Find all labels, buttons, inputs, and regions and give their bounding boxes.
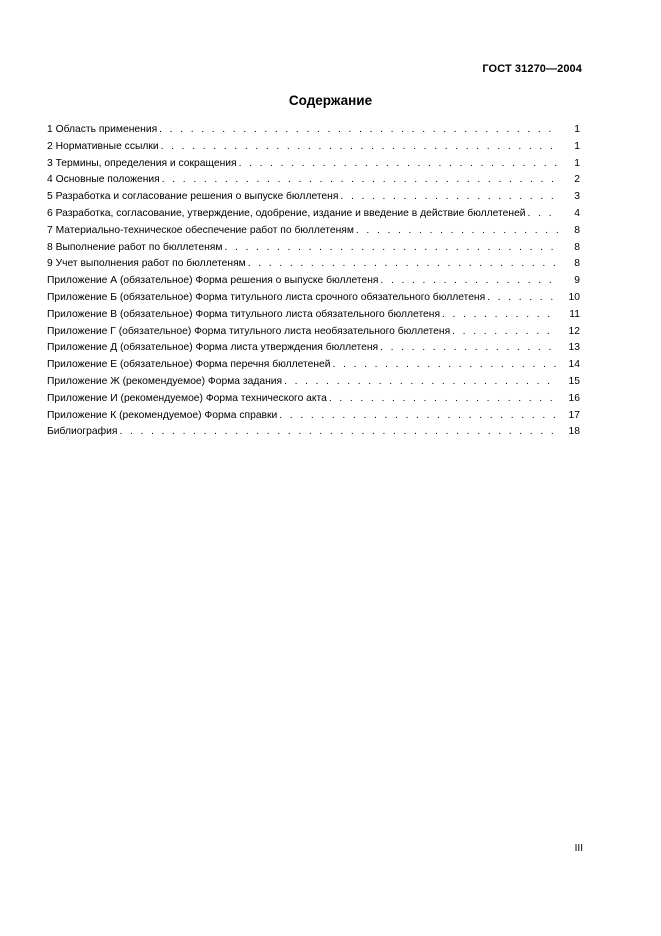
toc-entry xyxy=(47,340,580,357)
toc-leader-dots xyxy=(248,256,558,273)
toc-leader-dots xyxy=(159,122,558,139)
toc-entry xyxy=(47,206,580,223)
toc-entry-page: 4 xyxy=(574,207,580,219)
toc-leader-dots xyxy=(162,172,558,189)
toc-entry-label: 5 Разработка и согласование решения о выпуске бюллетеня xyxy=(47,191,339,203)
toc-entry xyxy=(47,256,580,273)
toc-entry-page: 16 xyxy=(568,392,580,404)
toc-entry xyxy=(47,374,580,391)
toc-leader-dots xyxy=(279,408,558,425)
toc-entry xyxy=(47,139,580,156)
toc-entry xyxy=(47,122,580,139)
toc-entry-page: 1 xyxy=(574,157,580,169)
toc-entry-page: 14 xyxy=(568,359,580,371)
toc-leader-dots xyxy=(528,206,558,223)
toc-entry xyxy=(47,391,580,408)
toc-entry-page: 17 xyxy=(568,409,580,421)
toc-entry-label: 7 Материально-техническое обеспечение работ по бюллетеням xyxy=(47,224,354,236)
toc-entry xyxy=(47,240,580,257)
toc-entry xyxy=(47,189,580,206)
toc-entry xyxy=(47,290,580,307)
toc-leader-dots xyxy=(329,391,558,408)
toc-entry-page: 13 xyxy=(568,342,580,354)
toc-entry-label: 6 Разработка, согласование, утверждение, одобрение, издание и введение в действие бюллетеней xyxy=(47,207,526,219)
toc-entry-label: Приложение В (обязательное) Форма титульного листа обязательного бюллетеня xyxy=(47,308,441,320)
toc-entry xyxy=(47,307,580,324)
toc-leader-dots xyxy=(452,324,558,341)
toc-entry-page: 9 xyxy=(574,275,580,287)
toc-leader-dots xyxy=(119,424,558,441)
toc-entry xyxy=(47,357,580,374)
toc-entry-page: 8 xyxy=(574,224,580,236)
toc-entry-label: Приложение Г (обязательное) Форма титульного листа необязательного бюллетеня xyxy=(47,325,451,337)
toc-leader-dots xyxy=(333,357,558,374)
toc-entry-page: 1 xyxy=(574,124,580,135)
toc-leader-dots xyxy=(224,240,558,257)
toc-entry-page: 15 xyxy=(568,375,580,387)
toc-entry-page: 18 xyxy=(568,426,580,438)
toc-leader-dots xyxy=(380,273,558,290)
toc-leader-dots xyxy=(442,307,558,324)
toc-entry xyxy=(47,223,580,240)
toc-entry-label: 9 Учет выполнения работ по бюллетеням xyxy=(47,258,246,270)
toc-entry-label: 8 Выполнение работ по бюллетеням xyxy=(47,241,223,253)
toc-entry-page: 8 xyxy=(574,258,580,270)
toc-title: Содержание xyxy=(288,93,373,108)
standard-code: ГОСТ 31270—2004 xyxy=(482,63,582,75)
toc-entry-page: 10 xyxy=(568,291,580,303)
toc-entry-label: Приложение Б (обязательное) Форма титульного листа срочного обязательного бюллетеня xyxy=(47,291,486,303)
toc-entry-label: Приложение К (рекомендуемое) Форма справки xyxy=(47,409,278,421)
toc-entry xyxy=(47,172,580,189)
toc-entry-label: 3 Термины, определения и сокращения xyxy=(47,157,237,169)
toc-entry-page: 8 xyxy=(574,241,580,253)
toc-entry-label: Приложение Д (обязательное) Форма листа утверждения бюллетеня xyxy=(47,342,379,354)
toc-entry-label: Приложение И (рекомендуемое) Форма технического акта xyxy=(47,392,327,404)
toc-entry-label: 1 Область применения xyxy=(47,124,158,135)
toc-leader-dots xyxy=(487,290,558,307)
toc-entry-page: 3 xyxy=(574,191,580,203)
toc-leader-dots xyxy=(380,340,558,357)
toc-leader-dots xyxy=(356,223,558,240)
toc-entry-page: 12 xyxy=(568,325,580,337)
toc-entry-label: 4 Основные положения xyxy=(47,174,160,186)
toc-entry-label: Приложение Ж (рекомендуемое) Форма задания xyxy=(47,375,283,387)
toc-entry-page: 11 xyxy=(569,308,580,320)
toc-entry xyxy=(47,156,580,173)
table-of-contents xyxy=(47,122,580,441)
toc-leader-dots xyxy=(161,139,558,156)
toc-entry-label: Приложение Е (обязательное) Форма перечня бюллетеней xyxy=(47,359,331,371)
toc-entry-page: 1 xyxy=(574,140,580,152)
toc-entry xyxy=(47,408,580,425)
toc-entry-label: Библиография xyxy=(47,426,118,438)
toc-leader-dots xyxy=(239,156,558,173)
page-number: III xyxy=(574,843,583,854)
toc-entry xyxy=(47,273,580,290)
toc-leader-dots xyxy=(284,374,558,391)
toc-entry xyxy=(47,424,580,441)
toc-leader-dots xyxy=(340,189,558,206)
toc-entry-label: Приложение А (обязательное) Форма решения о выпуске бюллетеня xyxy=(47,275,379,287)
toc-entry xyxy=(47,324,580,341)
toc-entry-label: 2 Нормативные ссылки xyxy=(47,140,159,152)
toc-entry-page: 2 xyxy=(574,174,580,186)
